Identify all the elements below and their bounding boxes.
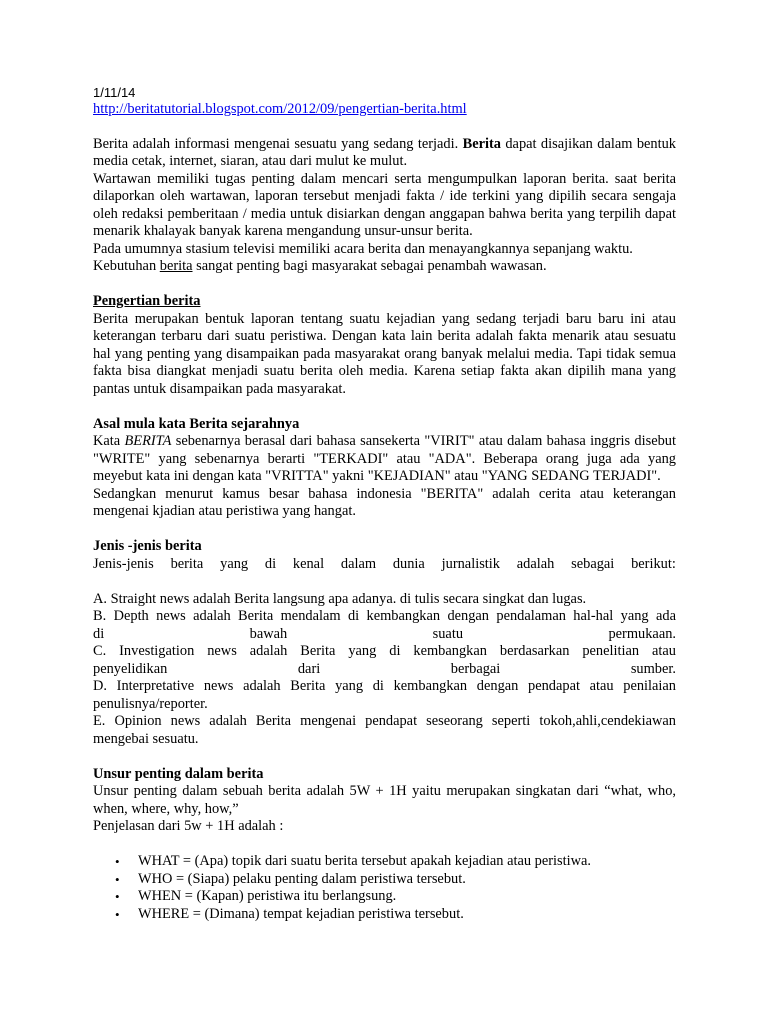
bold-term-berita: Berita — [462, 135, 501, 152]
document-page — [93, 84, 676, 923]
penjelasan-line: Penjelasan dari 5w + 1H adalah : — [93, 818, 284, 834]
list-item: • WHERE = (Dimana) tempat kejadian peristiwa tersebut. — [93, 906, 676, 924]
jenis-item-a: A. Straight news adalah Berita langsung apa adanya. di tulis secara singkat dan lugas. — [93, 590, 587, 607]
jenis-item-e: E. Opinion news adalah Berita mengenai pendapat seseorang seperti tokoh,ahli,cendekiawan mengebai sesuatu. — [93, 713, 676, 747]
jenis-item-c-continued: penyelidikan dari berbagai sumber. — [93, 660, 676, 677]
5w1h-list — [93, 853, 676, 923]
berita-link[interactable]: berita — [159, 258, 193, 274]
list-item: • WHAT = (Apa) topik dari suatu berita tersebut apakah kejadian atau peristiwa. — [93, 853, 676, 871]
unsur-paragraph: Unsur penting dalam sebuah berita adalah 5W + 1H yaitu merupakan singkatan dari “what, who, when, where, why, how,” — [93, 783, 676, 817]
heading-pengertian: Pengertian berita — [93, 293, 201, 309]
intro-paragraph-4: Kebutuhan berita sangat penting bagi masyarakat sebagai penambah wawasan. — [93, 258, 547, 274]
jenis-item-c: C. Investigation news adalah Berita yang di kembangkan berdasarkan penelitian atau — [93, 643, 676, 659]
jenis-item-d: D. Interpretative news adalah Berita yang di kembangkan dengan pendapat atau penilaian penulisnya/reporter. — [93, 678, 676, 712]
heading-asal-mula: Asal mula kata Berita sejarahnya — [93, 415, 300, 432]
heading-jenis: Jenis -jenis berita — [93, 538, 202, 554]
intro-paragraph-3: Pada umumnya stasium televisi memiliki acara berita dan menayangkannya sepanjang waktu. — [93, 240, 633, 257]
italic-term-berita: BERITA — [124, 433, 172, 449]
asal-paragraph-2: Sedangkan menurut kamus besar bahasa indonesia "BERITA" adalah cerita atau keterangan mengenai kjadian atau peristiwa yang hangat. — [93, 485, 676, 519]
asal-paragraph-1: Kata BERITA sebenarnya berasal dari bahasa sansekerta "VIRIT" atau dalam bahasa inggris disebut "WRITE" yang sebenarnya berarti "TERKADI" atau "ADA". Beberapa orang juga ada yang meyebut kata ini dengan kata "VRITTA" yakni "KEJADIAN" atau "YANG SEDANG TERJADI". — [93, 433, 676, 484]
source-link[interactable]: http://beritatutorial.blogspot.com/2012/09/pengertian-berita.html — [93, 101, 467, 117]
list-item: • WHEN = (Kapan) peristiwa itu berlangsung. — [93, 888, 676, 906]
jenis-item-b-continued: di bawah suatu permukaan. — [93, 625, 676, 642]
pengertian-paragraph: Berita merupakan bentuk laporan tentang suatu kejadian yang sedang terjadi baru baru ini atau keterangan terbaru dari suatu peristiwa. Dengan kata lain berita adalah fakta menarik atau sesuatu hal yang penting yang disampaikan pada masyarakat orang banyak melalui media. Tapi tidak semua fakta bisa diangkat menjadi suatu berita oleh media. Karena setiap fakta akan dipilih mana yang pantas untuk disampaikan pada masyarakat. — [93, 310, 676, 397]
list-item: • WHO = (Siapa) pelaku penting dalam peristiwa tersebut. — [93, 871, 676, 889]
document-date: 1/11/14 — [93, 85, 136, 100]
intro-paragraph-2: Wartawan memiliki tugas penting dalam mencari serta mengumpulkan laporan berita. saat berita dilaporkan oleh wartawan, laporan tersebut menjadi fakta / ide terkini yang dipilih secara sengaja oleh redaksi pemberitaan / media untuk disiarkan dengan anggapan bahwa berita yang terpilih dapat menarik khalayak banyak karena mengandung unsur-unsur berita. — [93, 170, 676, 239]
intro-paragraph-1: Berita adalah informasi mengenai sesuatu yang sedang terjadi. Berita dapat disajikan dalam bentuk media cetak, internet, siaran, atau dari mulut ke mulut. — [93, 135, 676, 169]
heading-unsur: Unsur penting dalam berita — [93, 765, 264, 782]
jenis-item-b: B. Depth news adalah Berita mendalam di kembangkan dengan pendalaman hal-hal yang ada — [93, 608, 676, 624]
jenis-intro-line: Jenis-jenis berita yang di kenal dalam dunia jurnalistik adalah sebagai berikut: — [93, 555, 676, 572]
